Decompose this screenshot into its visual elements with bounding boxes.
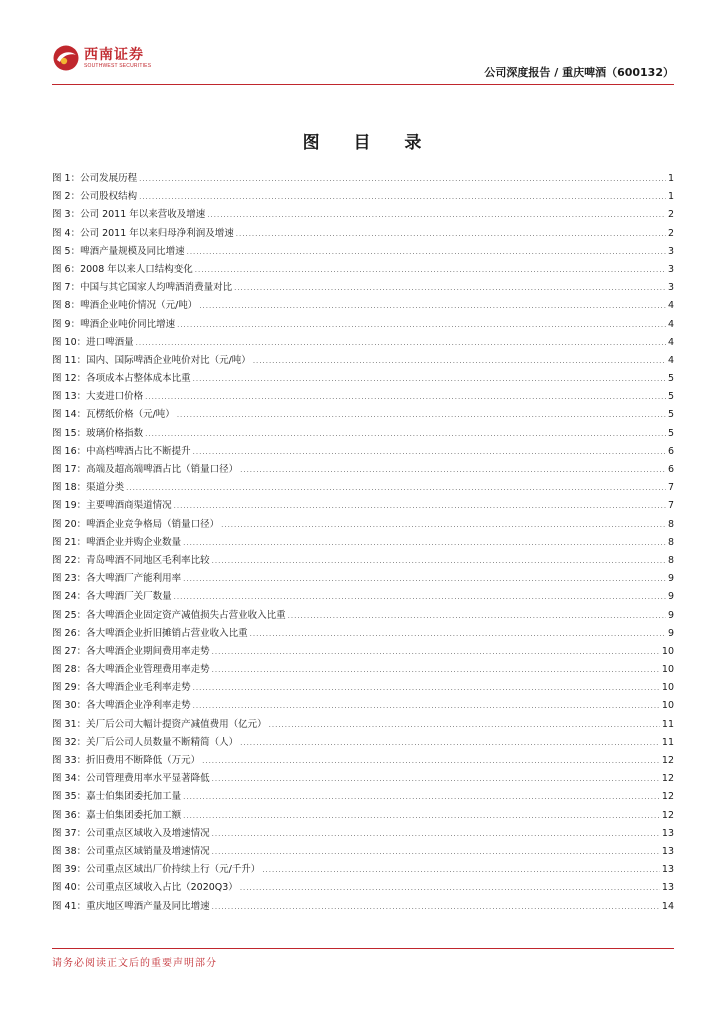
toc-entry-label: 图 41：	[52, 900, 87, 912]
toc-leader-dots	[212, 552, 666, 570]
toc-entry-page: 6	[667, 445, 674, 457]
toc-entry-title: 2008 年以来人口结构变化	[80, 263, 193, 275]
toc-entry[interactable]	[52, 388, 674, 406]
toc-entry-page: 5	[667, 409, 674, 421]
toc-entry-page: 1	[667, 191, 674, 203]
toc-entry-page: 13	[661, 845, 674, 857]
toc-entry[interactable]	[52, 607, 674, 625]
toc-entry-label: 图 28：	[52, 664, 87, 676]
toc-entry-title: 关厂后公司人员数量不断精简（人）	[86, 736, 239, 748]
toc-entry-title: 玻璃价格指数	[86, 427, 144, 439]
toc-leader-dots	[212, 898, 660, 916]
toc-entry-label: 图 26：	[52, 627, 87, 639]
page-title: 图 目 录	[302, 133, 436, 153]
toc-entry-label: 图 2：	[52, 191, 81, 203]
toc-entry-page: 11	[661, 718, 674, 730]
toc-entry[interactable]	[52, 825, 674, 843]
logo-english-name: SOUTHWEST SECURITIES	[84, 62, 152, 69]
toc-leader-dots	[253, 352, 666, 370]
toc-leader-dots	[207, 206, 666, 224]
toc-entry-title: 进口啤酒量	[86, 336, 134, 348]
toc-entry[interactable]	[52, 861, 674, 879]
toc-leader-dots	[174, 588, 666, 606]
toc-entry-title: 各大啤酒企业净利率走势	[86, 700, 191, 712]
toc-entry[interactable]	[52, 807, 674, 825]
toc-entry-page: 13	[661, 882, 674, 894]
toc-entry-title: 大麦进口价格	[86, 391, 144, 403]
toc-entry-label: 图 19：	[52, 500, 87, 512]
toc-entry[interactable]	[52, 170, 674, 188]
toc-leader-dots	[212, 843, 660, 861]
toc-entry[interactable]	[52, 279, 674, 297]
toc-entry[interactable]	[52, 643, 674, 661]
toc-leader-dots	[193, 697, 660, 715]
toc-entry[interactable]	[52, 625, 674, 643]
toc-entry[interactable]	[52, 552, 674, 570]
toc-entry-page: 12	[661, 809, 674, 821]
toc-entry-page: 7	[667, 482, 674, 494]
toc-entry-title: 公司重点区域收入占比（2020Q3）	[86, 882, 238, 894]
toc-entry-page: 9	[667, 591, 674, 603]
toc-entry-title: 公司 2011 年以来归母净利润及增速	[80, 227, 234, 239]
toc-entry-page: 7	[667, 500, 674, 512]
toc-entry-title: 各大啤酒企业折旧摊销占营业收入比重	[86, 627, 248, 639]
toc-entry-label: 图 35：	[52, 791, 87, 803]
toc-leader-dots	[183, 534, 666, 552]
toc-entry[interactable]	[52, 734, 674, 752]
toc-leader-dots	[139, 170, 666, 188]
toc-leader-dots	[193, 443, 666, 461]
toc-leader-dots	[139, 188, 666, 206]
toc-entry[interactable]	[52, 425, 674, 443]
toc-entry-title: 各大啤酒企业管理费用率走势	[86, 664, 210, 676]
toc-entry-page: 4	[667, 354, 674, 366]
toc-entry-label: 图 37：	[52, 827, 87, 839]
toc-entry-page: 8	[667, 554, 674, 566]
toc-entry-label: 图 36：	[52, 809, 87, 821]
toc-entry-title: 各大啤酒企业毛利率走势	[86, 682, 191, 694]
toc-entry-title: 嘉士伯集团委托加工量	[86, 791, 182, 803]
toc-entry-title: 公司重点区域出厂价持续上行（元/千升）	[86, 864, 261, 876]
toc-entry[interactable]	[52, 443, 674, 461]
toc-entry[interactable]	[52, 752, 674, 770]
toc-entry-page: 3	[667, 263, 674, 275]
toc-leader-dots	[195, 261, 666, 279]
toc-entry-title: 国内、国际啤酒企业吨价对比（元/吨）	[86, 354, 251, 366]
toc-entry-label: 图 23：	[52, 573, 87, 585]
toc-entry-title: 主要啤酒商渠道情况	[86, 500, 172, 512]
toc-entry-label: 图 5：	[52, 245, 81, 257]
toc-entry[interactable]	[52, 879, 674, 897]
toc-leader-dots	[212, 770, 660, 788]
toc-leader-dots	[262, 861, 660, 879]
toc-leader-dots	[202, 752, 660, 770]
toc-entry-title: 公司管理费用率水平显著降低	[86, 773, 210, 785]
toc-entry-page: 2	[667, 227, 674, 239]
toc-leader-dots	[145, 388, 666, 406]
toc-leader-dots	[221, 516, 666, 534]
toc-leader-dots	[174, 497, 666, 515]
toc-entry-page: 3	[667, 282, 674, 294]
toc-entry-label: 图 34：	[52, 773, 87, 785]
toc-entry-label: 图 29：	[52, 682, 87, 694]
toc-entry-page: 2	[667, 209, 674, 221]
toc-entry-label: 图 3：	[52, 209, 81, 221]
toc-leader-dots	[212, 643, 660, 661]
toc-leader-dots	[193, 370, 666, 388]
toc-entry-page: 9	[667, 573, 674, 585]
logo-chinese-name: 西南证券	[84, 46, 144, 63]
toc-entry-title: 中高档啤酒占比不断提升	[86, 445, 191, 457]
toc-entry[interactable]	[52, 406, 674, 424]
toc-entry[interactable]	[52, 788, 674, 806]
toc-entry-title: 啤酒企业并购企业数量	[86, 536, 182, 548]
toc-entry[interactable]	[52, 516, 674, 534]
toc-entry-page: 10	[661, 682, 674, 694]
toc-entry-label: 图 14：	[52, 409, 87, 421]
toc-entry[interactable]	[52, 843, 674, 861]
toc-leader-dots	[126, 479, 666, 497]
toc-entry-label: 图 40：	[52, 882, 87, 894]
toc-entry[interactable]	[52, 497, 674, 515]
toc-entry-page: 3	[667, 245, 674, 257]
toc-entry[interactable]	[52, 588, 674, 606]
toc-entry-title: 各大啤酒厂关厂数量	[86, 591, 172, 603]
toc-entry-label: 图 12：	[52, 373, 87, 385]
toc-entry-title: 嘉士伯集团委托加工额	[86, 809, 182, 821]
toc-entry-title: 各大啤酒企业期间费用率走势	[86, 645, 210, 657]
toc-entry[interactable]	[52, 570, 674, 588]
toc-entry-label: 图 24：	[52, 591, 87, 603]
toc-leader-dots	[183, 570, 666, 588]
toc-leader-dots	[136, 334, 666, 352]
toc-entry-page: 5	[667, 391, 674, 403]
toc-leader-dots	[145, 425, 666, 443]
toc-entry-page: 10	[661, 700, 674, 712]
toc-entry-title: 啤酒企业吨价同比增速	[80, 318, 176, 330]
toc-entry-label: 图 13：	[52, 391, 87, 403]
toc-entry-title: 瓦楞纸价格（元/吨）	[86, 409, 175, 421]
toc-entry-page: 12	[661, 755, 674, 766]
toc-entry-page: 9	[667, 609, 674, 621]
toc-leader-dots	[234, 279, 666, 297]
toc-leader-dots	[183, 788, 660, 806]
toc-entry-title: 啤酒企业吨价情况（元/吨）	[80, 300, 198, 312]
toc-entry[interactable]	[52, 898, 674, 916]
footer-disclaimer: 请务必阅读正文后的重要声明部分	[52, 958, 217, 969]
toc-entry[interactable]	[52, 261, 674, 279]
toc-entry[interactable]	[52, 206, 674, 224]
toc-leader-dots	[269, 716, 660, 734]
toc-entry[interactable]	[52, 225, 674, 243]
toc-entry-label: 图 31：	[52, 718, 87, 730]
toc-entry-page: 4	[667, 300, 674, 312]
toc-entry-label: 图 8：	[52, 300, 81, 312]
toc-leader-dots	[212, 825, 660, 843]
toc-entry-title: 高端及超高端啤酒占比（销量口径）	[86, 464, 239, 475]
toc-entry-label: 图 11：	[52, 354, 87, 366]
toc-entry-page: 1	[667, 173, 674, 184]
toc-entry-label: 图 6：	[52, 263, 81, 275]
toc-entry-page: 10	[661, 664, 674, 676]
toc-leader-dots	[193, 679, 660, 697]
toc-entry-label: 图 22：	[52, 554, 87, 566]
header-divider	[52, 84, 674, 85]
toc-entry-label: 图 38：	[52, 845, 87, 857]
toc-entry-label: 图 30：	[52, 700, 87, 712]
toc-entry-page: 8	[667, 518, 674, 530]
toc-entry-title: 啤酒产量规模及同比增速	[80, 245, 185, 257]
toc-leader-dots	[240, 461, 666, 479]
toc-entry-page: 5	[667, 373, 674, 385]
toc-entry-label: 图 27：	[52, 645, 87, 657]
toc-entry-label: 图 10：	[52, 336, 87, 348]
toc-entry-label: 图 9：	[52, 318, 81, 330]
toc-entry-label: 图 15：	[52, 427, 87, 439]
toc-entry-page: 10	[661, 645, 674, 657]
figure-table-of-contents	[52, 170, 674, 916]
toc-entry-label: 图 20：	[52, 518, 87, 530]
toc-leader-dots	[177, 406, 666, 424]
southwest-securities-logo-icon	[52, 44, 80, 72]
toc-entry-title: 公司 2011 年以来营收及增速	[80, 209, 206, 221]
toc-entry-page: 14	[661, 900, 674, 912]
toc-leader-dots	[212, 661, 660, 679]
toc-entry-label: 图 18：	[52, 482, 87, 494]
report-type-label: 公司深度报告 / 重庆啤酒（600132）	[484, 66, 674, 79]
toc-entry[interactable]	[52, 534, 674, 552]
toc-entry-label: 图 33：	[52, 755, 87, 766]
toc-leader-dots	[288, 607, 666, 625]
toc-leader-dots	[183, 807, 660, 825]
toc-entry-page: 8	[667, 536, 674, 548]
toc-leader-dots	[240, 734, 660, 752]
toc-entry[interactable]	[52, 370, 674, 388]
toc-leader-dots	[187, 243, 666, 261]
toc-entry[interactable]	[52, 661, 674, 679]
company-logo	[52, 44, 151, 72]
toc-entry-page: 4	[667, 336, 674, 348]
toc-entry-label: 图 32：	[52, 736, 87, 748]
toc-entry-title: 啤酒企业竞争格局（销量口径）	[86, 518, 220, 530]
toc-entry[interactable]	[52, 461, 674, 479]
toc-leader-dots	[240, 879, 660, 897]
toc-leader-dots	[250, 625, 666, 643]
page-header	[52, 40, 674, 88]
toc-entry-page: 12	[661, 791, 674, 803]
toc-entry-title: 折旧费用不断降低（万元）	[86, 755, 201, 766]
toc-entry[interactable]	[52, 479, 674, 497]
footer-divider	[52, 948, 674, 949]
toc-entry[interactable]	[52, 334, 674, 352]
toc-entry-label: 图 21：	[52, 536, 87, 548]
toc-entry-page: 9	[667, 627, 674, 639]
toc-entry[interactable]	[52, 716, 674, 734]
toc-entry-page: 13	[661, 864, 674, 876]
toc-entry-title: 公司股权结构	[80, 191, 138, 203]
toc-entry-page: 12	[661, 773, 674, 785]
toc-entry[interactable]	[52, 297, 674, 315]
toc-entry-label: 图 1：	[52, 173, 81, 184]
toc-entry-label: 图 16：	[52, 445, 87, 457]
toc-entry[interactable]	[52, 188, 674, 206]
toc-entry-page: 11	[661, 736, 674, 748]
toc-entry-title: 重庆地区啤酒产量及同比增速	[86, 900, 210, 912]
toc-entry-title: 各大啤酒企业固定资产减值损失占营业收入比重	[86, 609, 286, 621]
toc-entry[interactable]	[52, 770, 674, 788]
toc-leader-dots	[236, 225, 666, 243]
toc-entry-title: 公司重点区域销量及增速情况	[86, 845, 210, 857]
toc-entry-label: 图 17：	[52, 464, 87, 475]
toc-entry-label: 图 7：	[52, 282, 81, 294]
toc-entry-title: 各大啤酒厂产能利用率	[86, 573, 182, 585]
toc-entry-label: 图 4：	[52, 227, 81, 239]
toc-entry-label: 图 25：	[52, 609, 87, 621]
toc-entry[interactable]	[52, 243, 674, 261]
toc-entry-title: 各项成本占整体成本比重	[86, 373, 191, 385]
toc-entry-page: 5	[667, 427, 674, 439]
toc-entry-page: 6	[667, 464, 674, 475]
toc-entry[interactable]	[52, 679, 674, 697]
toc-leader-dots	[177, 316, 666, 334]
toc-entry-label: 图 39：	[52, 864, 87, 876]
toc-entry-page: 4	[667, 318, 674, 330]
toc-entry[interactable]	[52, 352, 674, 370]
toc-entry-title: 公司发展历程	[80, 173, 138, 184]
toc-entry[interactable]	[52, 697, 674, 715]
toc-leader-dots	[199, 297, 666, 315]
toc-entry-title: 渠道分类	[86, 482, 125, 494]
toc-entry-title: 青岛啤酒不同地区毛利率比较	[86, 554, 210, 566]
toc-entry-title: 公司重点区域收入及增速情况	[86, 827, 210, 839]
toc-entry[interactable]	[52, 316, 674, 334]
toc-entry-page: 13	[661, 827, 674, 839]
toc-entry-title: 关厂后公司大幅计提资产减值费用（亿元）	[86, 718, 267, 730]
toc-entry-title: 中国与其它国家人均啤酒消费量对比	[80, 282, 233, 294]
